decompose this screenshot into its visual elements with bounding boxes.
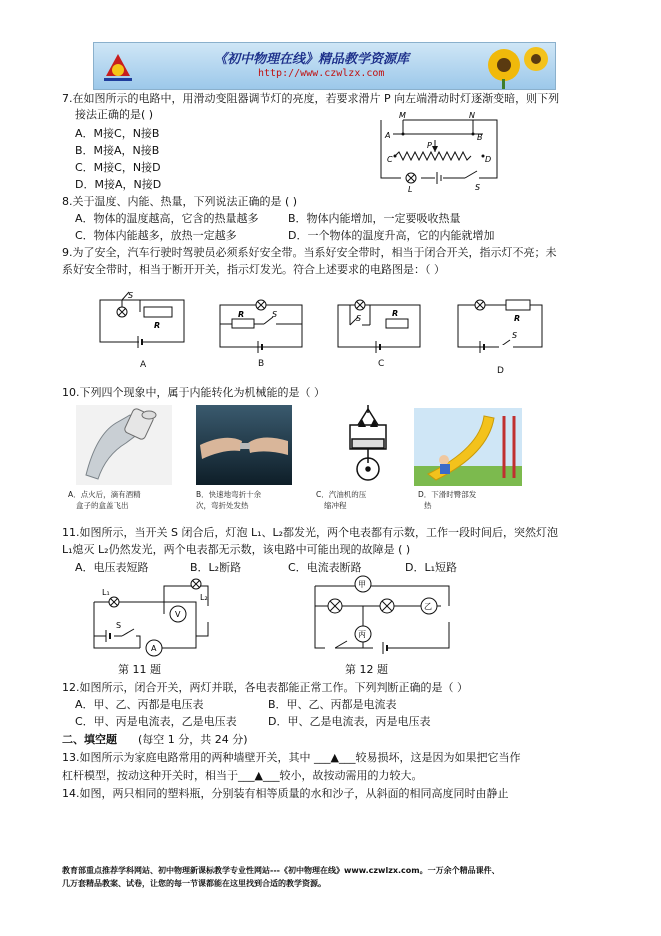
banner-url[interactable]: http://www.czwlzx.com — [258, 68, 385, 79]
q11-label-l2: L₂ — [200, 593, 208, 602]
q7-label-n: N — [469, 111, 475, 120]
footer-line-2: 几万套精品教案、试卷，让您的每一节课都能在这里找到合适的教学资源。 — [62, 879, 326, 888]
q11-option-a: A．电压表短路 — [75, 561, 149, 574]
q11-label-l1: L₁ — [102, 588, 110, 597]
q7-option-b: B．M接A，N接B — [75, 144, 160, 157]
q10-image-b-bending — [196, 405, 292, 485]
q7-label-d: D — [485, 155, 492, 164]
q9-b-label-r: R — [238, 310, 245, 319]
q11-option-c: C．电流表断路 — [288, 561, 362, 574]
q9-a-label-s: S — [128, 291, 134, 300]
q8-stem: 8.关于温度、内能、热量，下列说法正确的是 ( ) — [62, 195, 298, 208]
q12-label-bing: 丙 — [358, 630, 366, 639]
q10-caption-d-2: 热 — [424, 501, 432, 510]
q11-label-s: S — [116, 621, 122, 630]
q11-label-a: A — [151, 644, 157, 653]
q9-circuit-c — [338, 295, 428, 350]
q10-caption-b-2: 次，弯折处发热 — [196, 501, 249, 510]
q12-label-yi: 乙 — [424, 602, 432, 611]
q8-option-a: A．物体的温度越高，它含的热量越多 — [75, 212, 259, 225]
q10-image-d-slide — [414, 408, 522, 486]
q7-option-a: A．M接C，N接B — [75, 127, 160, 140]
q8-option-c: C．物体内能越多，放热一定越多 — [75, 229, 237, 242]
q9-d-label-s: S — [512, 331, 518, 340]
q12-option-d: D．甲、乙是电流表，丙是电压表 — [268, 715, 431, 728]
q9-c-label-r: R — [392, 309, 399, 318]
q9-circuit-b — [220, 295, 310, 350]
q7-option-c: C．M接C，N接D — [75, 161, 161, 174]
q9-a-label-r: R — [154, 321, 161, 330]
q7-circuit-figure — [373, 112, 513, 192]
q8-option-d: D．一个物体的温度升高，它的内能就增加 — [288, 229, 495, 242]
sunflower-icon — [474, 43, 554, 89]
q9-c-label-s: S — [356, 314, 362, 323]
q11-figure-caption: 第 11 题 — [118, 663, 161, 676]
q12-label-jia: 甲 — [358, 580, 366, 589]
q10-stem: 10.下列四个现象中，属于内能转化为机械能的是（ ） — [62, 386, 325, 399]
q13-line-1: 13.如图所示为家庭电路常用的两种墙壁开关，其中 ___▲___较易损坏，这是因为如果把它当作 — [62, 751, 521, 764]
q9-stem-1: 9.为了安全，汽车行驶时驾驶员必须系好安全带。当系好安全带时，相当于闭合开关，指示灯不亮；未 — [62, 246, 557, 259]
q9-circuit-d — [458, 295, 548, 350]
q9-label-d: D — [497, 366, 504, 376]
q10-caption-c-1: C．汽油机的压 — [316, 490, 367, 499]
q11-circuit-figure — [88, 576, 218, 654]
q11-stem-2: L₁熄灭 L₂仍然发光，两个电表都无示数，该电路中可能出现的故障是 ( ) — [62, 543, 411, 556]
q10-image-c-engine — [338, 405, 398, 485]
site-banner — [93, 42, 556, 90]
q7-label-s: S — [475, 183, 481, 192]
q12-figure-caption: 第 12 题 — [345, 663, 388, 676]
q7-label-c: C — [387, 155, 393, 164]
q10-caption-b-1: B．快速地弯折十余 — [196, 490, 262, 499]
q14-line-1: 14.如图，两只相同的塑料瓶，分别装有相等质量的水和沙子，从斜面的相同高度同时由静止 — [62, 787, 509, 800]
q13-line-2: 杠杆模型，按动这种开关时，相当于___▲___较小，故按动需用的力较大。 — [62, 769, 423, 782]
q12-option-b: B．甲、乙、丙都是电流表 — [268, 698, 397, 711]
q9-label-c: C — [378, 359, 385, 369]
q9-label-a: A — [140, 360, 147, 370]
q11-stem-1: 11.如图所示，当开关 S 闭合后，灯泡 L₁、L₂都发光，两个电表都有示数，工作一段时间后，突然灯泡 — [62, 526, 559, 539]
q9-label-b: B — [258, 359, 265, 369]
q12-option-c: C．甲、丙是电流表，乙是电压表 — [75, 715, 237, 728]
q7-label-p: P — [427, 141, 432, 150]
q10-caption-c-2: 缩冲程 — [324, 501, 347, 510]
q10-caption-d-1: D．下滑时臀部发 — [418, 490, 477, 499]
q11-option-d: D．L₁短路 — [405, 561, 458, 574]
site-logo — [98, 46, 138, 86]
q7-label-b: B — [477, 133, 483, 142]
section-2-note: (每空 1 分，共 24 分) — [138, 733, 248, 746]
q9-b-label-s: S — [272, 310, 278, 319]
q7-label-a: A — [385, 131, 391, 140]
q12-stem: 12.如图所示，闭合开关，两灯并联，各电表都能正常工作。下列判断正确的是（ ） — [62, 681, 468, 694]
q8-option-b: B．物体内能增加，一定要吸收热量 — [288, 212, 461, 225]
q7-stem-1: 7.在如图所示的电路中，用滑动变阻器调节灯的亮度，若要求滑片 P 向左端滑动时灯逐渐变暗，则下列 — [62, 92, 560, 105]
q10-image-a-bottle — [76, 405, 172, 485]
q10-caption-a-1: A．点火后，滴有酒精 — [68, 490, 141, 499]
q11-label-v: V — [175, 610, 181, 619]
q12-circuit-figure — [305, 576, 455, 656]
q11-option-b: B．L₂断路 — [190, 561, 242, 574]
q7-label-l: L — [408, 185, 413, 194]
q7-stem-2: 接法正确的是( ) — [75, 108, 154, 121]
footer-line-1: 教育部重点推荐学科网站、初中物理新课标教学专业性网站---《初中物理在线》www.czwlzx.com。一万余个精品课件、 — [62, 866, 500, 875]
q9-d-label-r: R — [514, 314, 521, 323]
q9-stem-2: 系好安全带时，相当于断开开关，指示灯发光。符合上述要求的电路图是：（ ） — [62, 263, 445, 276]
q7-option-d: D．M接A，N接D — [75, 178, 162, 191]
q7-label-m: M — [399, 111, 406, 120]
q12-option-a: A．甲、乙、丙都是电压表 — [75, 698, 204, 711]
q10-caption-a-2: 盒子的盒盖飞出 — [76, 501, 129, 510]
q9-circuit-a — [100, 290, 190, 345]
banner-title: 《初中物理在线》精品教学资源库 — [214, 52, 410, 67]
section-2-title: 二、填空题 — [62, 733, 117, 746]
